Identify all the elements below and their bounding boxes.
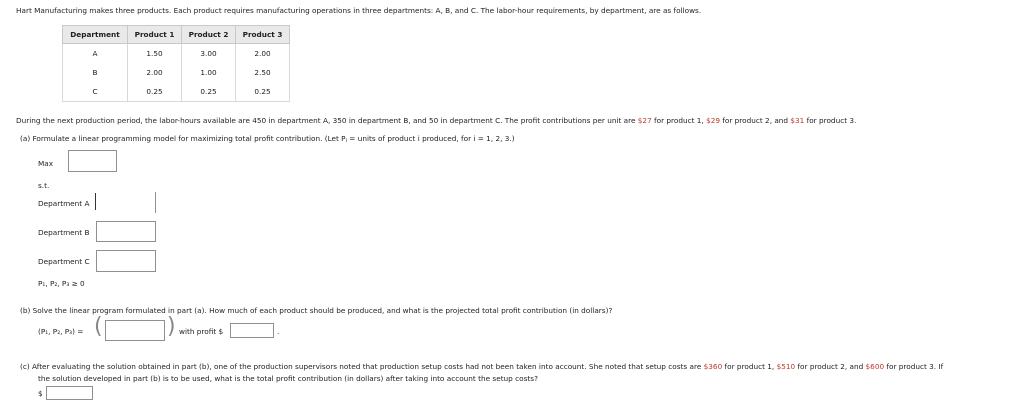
dept-b-constraint-input[interactable] [96,221,156,242]
part-c-text: (c) After evaluating the solution obtained in part (b), one of the production supervisors noted that production setup costs had not been taken into account. She noted that setup costs are [20,362,704,371]
part-c-question-line2: the solution developed in part (b) is to be used, what is the total profit contribution (in dollars) after taking into account the setup costs? [38,374,538,383]
dollar-sign: $ [38,389,43,398]
row-dept: A [63,44,128,64]
setup-cost-product-1: $360 [703,362,723,371]
header-product-3: Product 3 [236,26,290,44]
production-text-part: During the next production period, the labor-hours available are 450 in department A, 350 in department B, and 50 in department C. The profit contributions per unit are [16,116,638,125]
nonnegativity-constraint: P₁, P₂, P₃ ≥ 0 [38,279,85,288]
setup-cost-product-2: $510 [776,362,796,371]
profit-input[interactable] [230,323,274,338]
table-row [63,63,290,82]
price-product-2: $29 [706,116,720,125]
setup-cost-product-3: $600 [865,362,885,371]
row-p1: 1.50 [128,44,182,64]
price-product-3: $31 [790,116,805,125]
production-text-part: for product 2, and [720,116,791,125]
part-c-question-line1 [20,362,943,371]
row-dept: C [63,82,128,102]
header-department: Department [63,26,128,44]
row-dept: B [63,63,128,82]
part-b-question: (b) Solve the linear program formulated in part (a). How much of each product should be produced, and what is the projected total profit contribution (in dollars)? [20,306,613,315]
objective-input[interactable] [68,150,117,172]
part-a-question [20,134,515,144]
row-p1: 2.00 [128,63,182,82]
production-text-part: for product 3. [804,116,857,125]
dept-c-label: Department C [38,257,90,266]
part-c-text: for product 3. If [884,362,944,371]
row-p1: 0.25 [128,82,182,102]
production-text [16,116,856,125]
left-paren-icon: ( [94,314,103,339]
row-p3: 0.25 [236,82,290,102]
period: . [277,327,280,336]
part-c-text: for product 1, [722,362,777,371]
table-row [63,44,290,64]
dept-b-label: Department B [38,228,90,237]
solution-tuple-input[interactable] [105,320,165,341]
row-p2: 3.00 [182,44,236,64]
header-product-1: Product 1 [128,26,182,44]
production-text-part: for product 1, [651,116,707,125]
part-a-question-text: (a) Formulate a linear programming model for maximizing total profit contribution. (Let P [20,134,346,143]
text-cursor [95,193,96,210]
right-paren-icon: ) [167,314,176,339]
dept-a-constraint-input[interactable] [97,192,156,213]
row-p2: 0.25 [182,82,236,102]
setup-profit-input[interactable] [46,386,93,400]
dept-a-label: Department A [38,199,90,208]
row-p2: 1.00 [182,63,236,82]
row-p3: 2.00 [236,44,290,64]
st-label: s.t. [38,181,50,190]
part-c-text: for product 2, and [795,362,866,371]
profit-label: with profit $ [179,327,224,336]
row-p3: 2.50 [236,63,290,82]
dept-c-constraint-input[interactable] [96,250,156,272]
max-label: Max [38,159,54,168]
solution-tuple-label: (P₁, P₂, P₃) = [38,327,84,336]
header-product-2: Product 2 [182,26,236,44]
intro-text: Hart Manufacturing makes three products. Each product requires manufacturing operations in three departments: A, B, and C. The labor-hour requirements, by department, are as follows. [16,6,702,15]
part-a-question-rest: = units of product i produced, for i = 1, 2, 3.) [346,134,515,143]
table-row [63,82,290,102]
part-a-subscript: i [345,138,347,144]
price-product-1: $27 [637,116,652,125]
labor-hours-table [62,25,290,102]
table-header-row [63,26,290,44]
